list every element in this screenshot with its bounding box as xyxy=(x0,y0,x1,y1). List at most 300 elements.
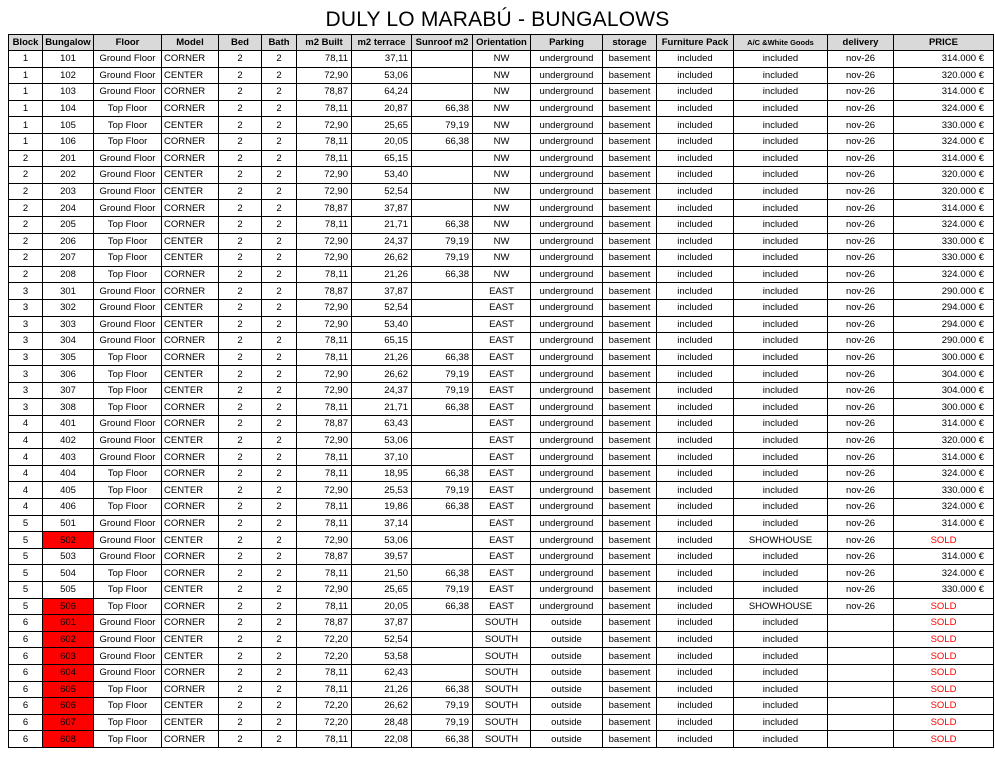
cell-sunroof xyxy=(412,150,473,167)
cell-price: 300.000 € xyxy=(894,399,994,416)
cell-orientation: NW xyxy=(473,117,531,134)
cell-price: 330.000 € xyxy=(894,233,994,250)
header-bungalow: Bungalow xyxy=(43,35,94,51)
cell-storage: basement xyxy=(603,664,657,681)
cell-m2-built: 72,90 xyxy=(297,299,352,316)
cell-model: CENTER xyxy=(162,648,219,665)
cell-bed: 2 xyxy=(219,532,262,549)
cell-bed: 2 xyxy=(219,299,262,316)
cell-m2-built: 72,90 xyxy=(297,366,352,383)
cell-m2-terrace: 25,53 xyxy=(352,482,412,499)
cell-model: CENTER xyxy=(162,432,219,449)
cell-ac-white-goods: included xyxy=(734,250,828,267)
cell-sunroof: 66,38 xyxy=(412,266,473,283)
cell-bungalow: 402 xyxy=(43,432,94,449)
cell-storage: basement xyxy=(603,100,657,117)
cell-bungalow: 106 xyxy=(43,133,94,150)
cell-delivery xyxy=(828,648,894,665)
cell-floor: Ground Floor xyxy=(94,333,162,350)
cell-orientation: EAST xyxy=(473,499,531,516)
cell-price: SOLD xyxy=(894,598,994,615)
cell-model: CENTER xyxy=(162,316,219,333)
cell-sunroof xyxy=(412,449,473,466)
cell-m2-terrace: 20,05 xyxy=(352,133,412,150)
cell-furniture-pack: included xyxy=(657,133,734,150)
cell-delivery: nov-26 xyxy=(828,51,894,68)
cell-m2-built: 78,11 xyxy=(297,399,352,416)
cell-storage: basement xyxy=(603,349,657,366)
cell-block: 3 xyxy=(9,333,43,350)
cell-furniture-pack: included xyxy=(657,67,734,84)
cell-bungalow: 304 xyxy=(43,333,94,350)
cell-storage: basement xyxy=(603,133,657,150)
cell-sunroof: 66,38 xyxy=(412,133,473,150)
cell-storage: basement xyxy=(603,183,657,200)
cell-m2-built: 72,90 xyxy=(297,183,352,200)
cell-bed: 2 xyxy=(219,266,262,283)
cell-orientation: EAST xyxy=(473,565,531,582)
cell-bed: 2 xyxy=(219,598,262,615)
cell-storage: basement xyxy=(603,515,657,532)
cell-storage: basement xyxy=(603,499,657,516)
cell-sunroof: 79,19 xyxy=(412,582,473,599)
cell-block: 1 xyxy=(9,117,43,134)
cell-model: CENTER xyxy=(162,366,219,383)
cell-orientation: SOUTH xyxy=(473,681,531,698)
cell-ac-white-goods: included xyxy=(734,133,828,150)
cell-block: 1 xyxy=(9,51,43,68)
cell-bungalow: 104 xyxy=(43,100,94,117)
cell-orientation: EAST xyxy=(473,432,531,449)
cell-price: 320.000 € xyxy=(894,167,994,184)
cell-price: SOLD xyxy=(894,532,994,549)
header-m2-terrace: m2 terrace xyxy=(352,35,412,51)
cell-model: CORNER xyxy=(162,515,219,532)
cell-furniture-pack: included xyxy=(657,266,734,283)
cell-parking: underground xyxy=(531,250,603,267)
cell-delivery: nov-26 xyxy=(828,84,894,101)
header-storage: storage xyxy=(603,35,657,51)
cell-bed: 2 xyxy=(219,349,262,366)
cell-bed: 2 xyxy=(219,714,262,731)
table-row xyxy=(9,681,994,698)
cell-ac-white-goods: included xyxy=(734,615,828,632)
cell-parking: underground xyxy=(531,316,603,333)
cell-parking: outside xyxy=(531,631,603,648)
cell-m2-terrace: 37,87 xyxy=(352,615,412,632)
header-ac-white-goods: A/C &White Goods xyxy=(734,35,828,51)
cell-parking: underground xyxy=(531,399,603,416)
cell-storage: basement xyxy=(603,648,657,665)
header-block: Block xyxy=(9,35,43,51)
cell-bath: 2 xyxy=(262,51,297,68)
cell-orientation: EAST xyxy=(473,582,531,599)
cell-floor: Ground Floor xyxy=(94,631,162,648)
cell-delivery: nov-26 xyxy=(828,382,894,399)
cell-orientation: NW xyxy=(473,51,531,68)
cell-floor: Top Floor xyxy=(94,250,162,267)
cell-bath: 2 xyxy=(262,167,297,184)
cell-bed: 2 xyxy=(219,183,262,200)
header-m2-built: m2 Built xyxy=(297,35,352,51)
cell-sunroof xyxy=(412,316,473,333)
cell-ac-white-goods: included xyxy=(734,449,828,466)
cell-orientation: EAST xyxy=(473,283,531,300)
cell-floor: Ground Floor xyxy=(94,648,162,665)
cell-sunroof: 66,38 xyxy=(412,100,473,117)
table-row xyxy=(9,366,994,383)
cell-sunroof: 66,38 xyxy=(412,399,473,416)
cell-price: 324.000 € xyxy=(894,216,994,233)
cell-price: 314.000 € xyxy=(894,51,994,68)
cell-bed: 2 xyxy=(219,648,262,665)
cell-bed: 2 xyxy=(219,316,262,333)
cell-storage: basement xyxy=(603,84,657,101)
cell-storage: basement xyxy=(603,333,657,350)
cell-model: CORNER xyxy=(162,133,219,150)
cell-block: 2 xyxy=(9,167,43,184)
cell-parking: underground xyxy=(531,582,603,599)
cell-model: CORNER xyxy=(162,449,219,466)
table-row xyxy=(9,150,994,167)
cell-orientation: EAST xyxy=(473,482,531,499)
cell-furniture-pack: included xyxy=(657,416,734,433)
cell-block: 2 xyxy=(9,266,43,283)
cell-m2-terrace: 53,40 xyxy=(352,316,412,333)
cell-block: 6 xyxy=(9,681,43,698)
cell-floor: Top Floor xyxy=(94,499,162,516)
cell-storage: basement xyxy=(603,283,657,300)
cell-block: 2 xyxy=(9,216,43,233)
cell-bungalow: 606 xyxy=(43,698,94,715)
cell-bungalow: 602 xyxy=(43,631,94,648)
cell-parking: underground xyxy=(531,482,603,499)
cell-m2-terrace: 21,50 xyxy=(352,565,412,582)
cell-parking: underground xyxy=(531,51,603,68)
cell-block: 2 xyxy=(9,150,43,167)
cell-ac-white-goods: SHOWHOUSE xyxy=(734,598,828,615)
cell-model: CENTER xyxy=(162,299,219,316)
cell-block: 3 xyxy=(9,299,43,316)
cell-m2-built: 72,20 xyxy=(297,698,352,715)
cell-price: 314.000 € xyxy=(894,515,994,532)
table-row xyxy=(9,283,994,300)
cell-price: 320.000 € xyxy=(894,67,994,84)
cell-delivery: nov-26 xyxy=(828,532,894,549)
cell-model: CORNER xyxy=(162,349,219,366)
cell-ac-white-goods: SHOWHOUSE xyxy=(734,532,828,549)
cell-floor: Ground Floor xyxy=(94,299,162,316)
table-row xyxy=(9,615,994,632)
cell-storage: basement xyxy=(603,565,657,582)
cell-bed: 2 xyxy=(219,117,262,134)
cell-price: 320.000 € xyxy=(894,183,994,200)
cell-m2-terrace: 19,86 xyxy=(352,499,412,516)
cell-parking: underground xyxy=(531,133,603,150)
cell-m2-terrace: 52,54 xyxy=(352,631,412,648)
cell-bath: 2 xyxy=(262,432,297,449)
table-row xyxy=(9,482,994,499)
cell-parking: outside xyxy=(531,731,603,748)
cell-bungalow: 608 xyxy=(43,731,94,748)
cell-furniture-pack: included xyxy=(657,532,734,549)
cell-bungalow: 306 xyxy=(43,366,94,383)
cell-storage: basement xyxy=(603,449,657,466)
cell-bed: 2 xyxy=(219,366,262,383)
table-row xyxy=(9,582,994,599)
cell-m2-built: 78,11 xyxy=(297,565,352,582)
cell-orientation: SOUTH xyxy=(473,698,531,715)
cell-price: SOLD xyxy=(894,615,994,632)
cell-price: 314.000 € xyxy=(894,416,994,433)
cell-m2-terrace: 53,40 xyxy=(352,167,412,184)
cell-block: 6 xyxy=(9,664,43,681)
cell-furniture-pack: included xyxy=(657,382,734,399)
cell-m2-terrace: 37,11 xyxy=(352,51,412,68)
cell-delivery: nov-26 xyxy=(828,598,894,615)
cell-furniture-pack: included xyxy=(657,648,734,665)
cell-delivery: nov-26 xyxy=(828,399,894,416)
cell-bath: 2 xyxy=(262,698,297,715)
cell-storage: basement xyxy=(603,150,657,167)
table-row xyxy=(9,250,994,267)
cell-model: CORNER xyxy=(162,416,219,433)
cell-block: 3 xyxy=(9,399,43,416)
cell-bed: 2 xyxy=(219,51,262,68)
cell-furniture-pack: included xyxy=(657,698,734,715)
cell-sunroof: 79,19 xyxy=(412,250,473,267)
table-row xyxy=(9,731,994,748)
cell-m2-built: 78,11 xyxy=(297,449,352,466)
cell-bath: 2 xyxy=(262,84,297,101)
cell-floor: Ground Floor xyxy=(94,316,162,333)
cell-bungalow: 203 xyxy=(43,183,94,200)
cell-orientation: SOUTH xyxy=(473,648,531,665)
cell-m2-terrace: 20,05 xyxy=(352,598,412,615)
cell-delivery: nov-26 xyxy=(828,316,894,333)
cell-price: 300.000 € xyxy=(894,349,994,366)
cell-floor: Top Floor xyxy=(94,681,162,698)
cell-storage: basement xyxy=(603,366,657,383)
cell-m2-terrace: 21,26 xyxy=(352,266,412,283)
cell-furniture-pack: included xyxy=(657,465,734,482)
cell-bed: 2 xyxy=(219,200,262,217)
cell-block: 6 xyxy=(9,698,43,715)
cell-block: 3 xyxy=(9,283,43,300)
cell-m2-built: 78,11 xyxy=(297,664,352,681)
cell-delivery: nov-26 xyxy=(828,216,894,233)
cell-sunroof xyxy=(412,333,473,350)
bungalow-price-table xyxy=(8,34,994,748)
cell-bed: 2 xyxy=(219,548,262,565)
cell-model: CORNER xyxy=(162,548,219,565)
cell-parking: underground xyxy=(531,416,603,433)
cell-m2-built: 72,90 xyxy=(297,233,352,250)
header-price: PRICE xyxy=(894,35,994,51)
cell-bed: 2 xyxy=(219,233,262,250)
cell-m2-terrace: 65,15 xyxy=(352,333,412,350)
cell-bath: 2 xyxy=(262,664,297,681)
cell-floor: Top Floor xyxy=(94,598,162,615)
cell-model: CORNER xyxy=(162,283,219,300)
cell-bungalow: 406 xyxy=(43,499,94,516)
cell-bed: 2 xyxy=(219,664,262,681)
cell-model: CORNER xyxy=(162,333,219,350)
cell-model: CORNER xyxy=(162,598,219,615)
cell-orientation: EAST xyxy=(473,532,531,549)
header-bath: Bath xyxy=(262,35,297,51)
cell-bath: 2 xyxy=(262,615,297,632)
cell-storage: basement xyxy=(603,548,657,565)
cell-bath: 2 xyxy=(262,648,297,665)
cell-m2-built: 72,90 xyxy=(297,382,352,399)
cell-bungalow: 307 xyxy=(43,382,94,399)
cell-sunroof xyxy=(412,283,473,300)
cell-ac-white-goods: included xyxy=(734,548,828,565)
cell-parking: underground xyxy=(531,333,603,350)
cell-storage: basement xyxy=(603,432,657,449)
cell-floor: Ground Floor xyxy=(94,416,162,433)
cell-sunroof xyxy=(412,548,473,565)
cell-sunroof: 79,19 xyxy=(412,482,473,499)
cell-delivery: nov-26 xyxy=(828,465,894,482)
cell-model: CORNER xyxy=(162,615,219,632)
cell-orientation: NW xyxy=(473,200,531,217)
cell-floor: Ground Floor xyxy=(94,283,162,300)
cell-m2-built: 72,90 xyxy=(297,432,352,449)
cell-furniture-pack: included xyxy=(657,233,734,250)
header-parking: Parking xyxy=(531,35,603,51)
cell-ac-white-goods: included xyxy=(734,698,828,715)
cell-sunroof: 66,38 xyxy=(412,216,473,233)
cell-bungalow: 305 xyxy=(43,349,94,366)
cell-block: 3 xyxy=(9,349,43,366)
cell-m2-terrace: 24,37 xyxy=(352,382,412,399)
cell-bungalow: 404 xyxy=(43,465,94,482)
cell-sunroof xyxy=(412,432,473,449)
cell-delivery xyxy=(828,714,894,731)
cell-delivery: nov-26 xyxy=(828,233,894,250)
cell-ac-white-goods: included xyxy=(734,731,828,748)
table-row xyxy=(9,200,994,217)
cell-m2-built: 78,11 xyxy=(297,100,352,117)
table-row xyxy=(9,449,994,466)
cell-parking: underground xyxy=(531,67,603,84)
cell-bath: 2 xyxy=(262,183,297,200)
cell-m2-built: 78,11 xyxy=(297,731,352,748)
cell-storage: basement xyxy=(603,482,657,499)
cell-ac-white-goods: included xyxy=(734,316,828,333)
cell-furniture-pack: included xyxy=(657,548,734,565)
cell-orientation: EAST xyxy=(473,416,531,433)
cell-m2-terrace: 53,06 xyxy=(352,432,412,449)
cell-furniture-pack: included xyxy=(657,366,734,383)
cell-delivery: nov-26 xyxy=(828,482,894,499)
cell-block: 4 xyxy=(9,432,43,449)
cell-bath: 2 xyxy=(262,731,297,748)
cell-delivery: nov-26 xyxy=(828,299,894,316)
cell-delivery: nov-26 xyxy=(828,416,894,433)
cell-ac-white-goods: included xyxy=(734,150,828,167)
cell-delivery: nov-26 xyxy=(828,548,894,565)
cell-parking: underground xyxy=(531,499,603,516)
cell-sunroof: 66,38 xyxy=(412,499,473,516)
cell-block: 3 xyxy=(9,382,43,399)
cell-model: CENTER xyxy=(162,698,219,715)
cell-block: 5 xyxy=(9,598,43,615)
cell-floor: Top Floor xyxy=(94,565,162,582)
cell-bungalow: 202 xyxy=(43,167,94,184)
cell-m2-terrace: 18,95 xyxy=(352,465,412,482)
cell-floor: Top Floor xyxy=(94,117,162,134)
cell-sunroof: 79,19 xyxy=(412,714,473,731)
cell-block: 6 xyxy=(9,615,43,632)
cell-parking: underground xyxy=(531,216,603,233)
cell-storage: basement xyxy=(603,681,657,698)
cell-storage: basement xyxy=(603,582,657,599)
cell-bed: 2 xyxy=(219,333,262,350)
cell-ac-white-goods: included xyxy=(734,482,828,499)
cell-orientation: NW xyxy=(473,233,531,250)
cell-orientation: SOUTH xyxy=(473,615,531,632)
cell-parking: outside xyxy=(531,664,603,681)
cell-m2-built: 72,90 xyxy=(297,67,352,84)
cell-bungalow: 206 xyxy=(43,233,94,250)
table-row xyxy=(9,399,994,416)
cell-storage: basement xyxy=(603,250,657,267)
cell-bath: 2 xyxy=(262,250,297,267)
cell-bath: 2 xyxy=(262,67,297,84)
cell-model: CENTER xyxy=(162,382,219,399)
cell-model: CENTER xyxy=(162,714,219,731)
cell-delivery xyxy=(828,731,894,748)
cell-orientation: EAST xyxy=(473,349,531,366)
cell-bed: 2 xyxy=(219,482,262,499)
cell-bath: 2 xyxy=(262,515,297,532)
cell-furniture-pack: included xyxy=(657,664,734,681)
cell-m2-terrace: 65,15 xyxy=(352,150,412,167)
cell-ac-white-goods: included xyxy=(734,416,828,433)
cell-parking: underground xyxy=(531,283,603,300)
cell-sunroof: 66,38 xyxy=(412,465,473,482)
cell-block: 4 xyxy=(9,465,43,482)
cell-ac-white-goods: included xyxy=(734,200,828,217)
cell-price: SOLD xyxy=(894,731,994,748)
cell-storage: basement xyxy=(603,399,657,416)
cell-bed: 2 xyxy=(219,283,262,300)
cell-bungalow: 405 xyxy=(43,482,94,499)
cell-floor: Ground Floor xyxy=(94,664,162,681)
cell-parking: underground xyxy=(531,366,603,383)
cell-delivery: nov-26 xyxy=(828,200,894,217)
cell-floor: Top Floor xyxy=(94,216,162,233)
cell-bath: 2 xyxy=(262,565,297,582)
cell-ac-white-goods: included xyxy=(734,465,828,482)
table-row xyxy=(9,598,994,615)
cell-price: 314.000 € xyxy=(894,150,994,167)
cell-sunroof xyxy=(412,416,473,433)
cell-ac-white-goods: included xyxy=(734,67,828,84)
cell-floor: Top Floor xyxy=(94,133,162,150)
cell-storage: basement xyxy=(603,266,657,283)
table-row xyxy=(9,565,994,582)
cell-price: 304.000 € xyxy=(894,382,994,399)
cell-model: CORNER xyxy=(162,200,219,217)
cell-m2-built: 78,11 xyxy=(297,333,352,350)
cell-delivery: nov-26 xyxy=(828,449,894,466)
cell-storage: basement xyxy=(603,67,657,84)
cell-model: CORNER xyxy=(162,399,219,416)
